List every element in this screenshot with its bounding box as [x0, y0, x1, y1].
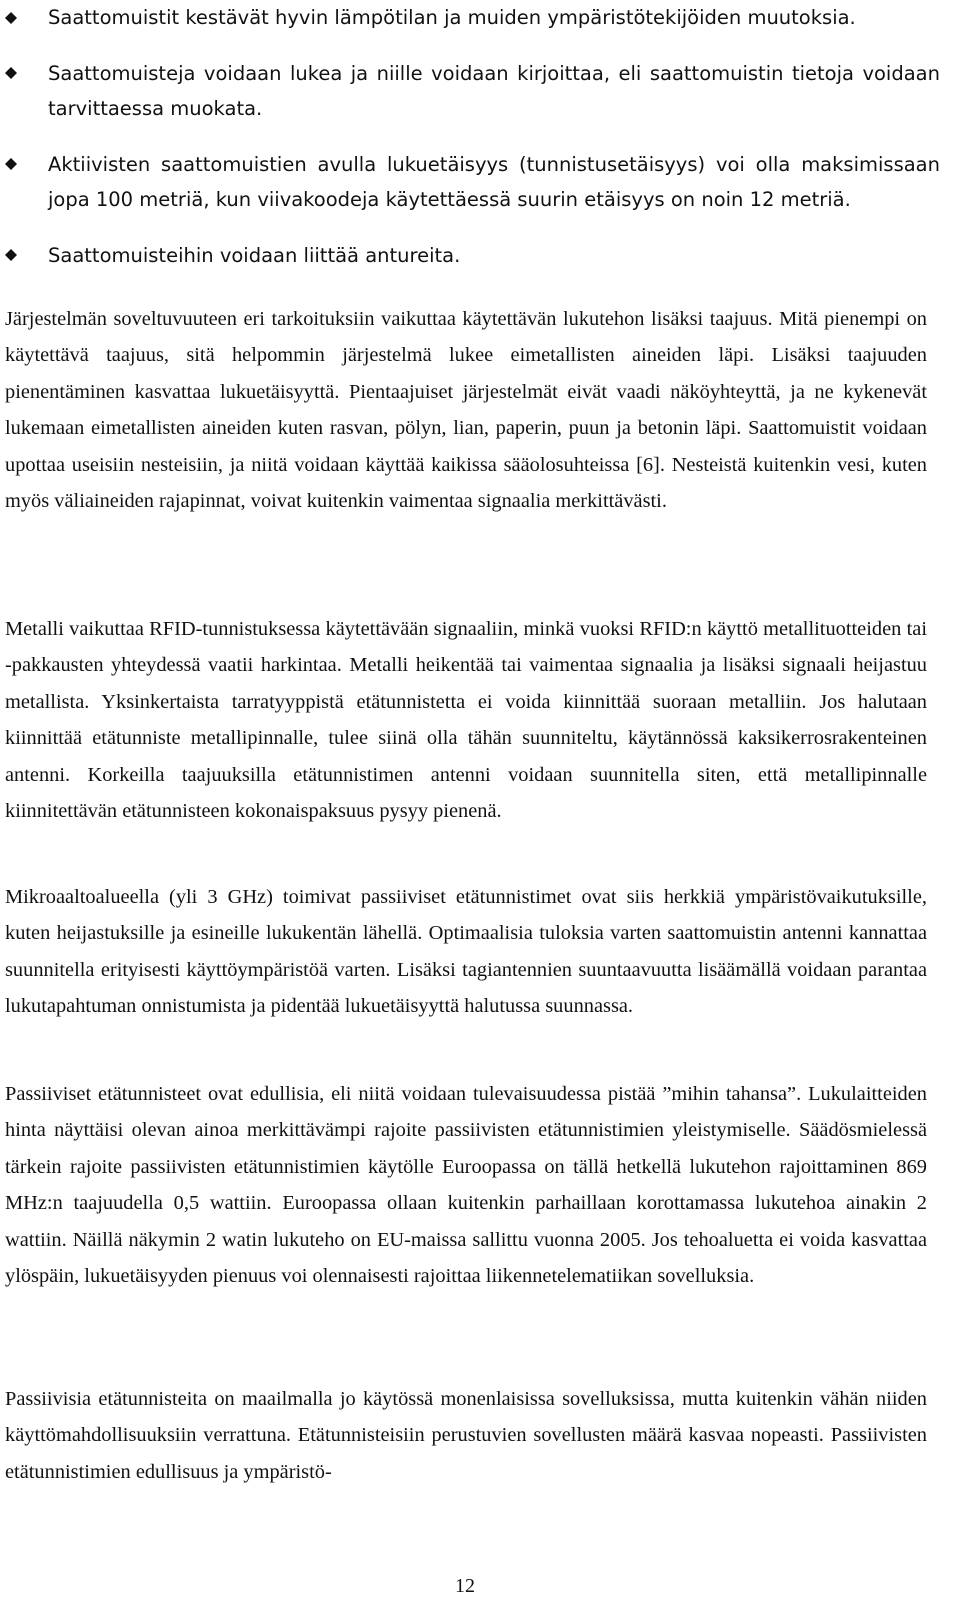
bullet-text: Saattomuistit kestävät hyvin lämpötilan ja muiden ympäristötekijöiden muutoksia.: [48, 6, 856, 29]
paragraph-microwave: Mikroaaltoalueella (yli 3 GHz) toimivat passiiviset etätunnistimet ovat siis herkkiä ympäristövaikutuksille, kuten heijastuksille ja esineille lukukentän lähellä. Optimaalisia tuloksia varten saattomuistin antenni kannattaa suunnitella erityisesti käyttöympäristöä varten. Lisäksi tagiantennien suuntaavuutta lisäämällä voidaan parantaa lukutapahtuman onnistumista ja pidentää lukuetäisyyttä halutussa suunnassa.: [5, 886, 927, 1018]
bullet-item: [0, 0, 940, 36]
paragraph-applications: Passiivisia etätunnisteita on maailmalla jo käytössä monenlaisissa sovelluksissa, mutta kuitenkin vähän niiden käyttömahdollisuuksiin verrattuna. Etätunnisteisiin perustuvien sovellusten määrä kasvaa nopeasti. Passiivisten etätunnistimien edullisuus ja ympäristö-: [5, 1388, 927, 1483]
page-number: 12: [455, 1575, 475, 1597]
diamond-bullet-icon: [5, 147, 19, 183]
bullet-item: [0, 238, 940, 274]
bullet-text: Saattomuisteihin voidaan liittää antureita.: [48, 243, 461, 267]
bullet-list: [0, 0, 940, 293]
bullet-item: [0, 56, 940, 127]
bullet-text: Saattomuisteja voidaan lukea ja niille voidaan kirjoittaa, eli saattomuistin tietoja voidaan tarvittaessa muokata.: [48, 61, 940, 120]
bullet-item: [0, 147, 940, 218]
diamond-bullet-icon: [5, 0, 19, 36]
diamond-bullet-icon: [5, 56, 19, 92]
bullet-text: Aktiivisten saattomuistien avulla lukuetäisyys (tunnistusetäisyys) voi olla maksimissaan jopa 100 metriä, kun viivakoodeja käytettäessä suurin etäisyys on noin 12 metriä.: [48, 152, 940, 211]
paragraph-metal: Metalli vaikuttaa RFID-tunnistuksessa käytettävään signaaliin, minkä vuoksi RFID:n käyttö metallituotteiden tai -pakkausten yhteydessä vaatii harkintaa. Metalli heikentää tai vaimentaa signaalia ja lisäksi signaali heijastuu metallista. Yksinkertaista tarratyyppistä etätunnistetta ei voida kiinnittää suoraan metalliin. Jos halutaan kiinnittää etätunniste metallipinnalle, tulee siinä olla tähän suunniteltu, käytännössä kaksikerrosrakenteinen antenni. Korkeilla taajuuksilla etätunnistimen antenni voidaan suunnitella siten, että metallipinnalle kiinnitettävän etätunnisteen kokonaispaksuus pysyy pienenä.: [5, 618, 927, 823]
paragraph-frequency: Järjestelmän soveltuvuuteen eri tarkoituksiin vaikuttaa käytettävän lukutehon lisäksi taajuus. Mitä pienempi on käytettävä taajuus, sitä helpommin järjestelmä lukee eimetallisten aineiden läpi. Lisäksi taajuuden pienentäminen kasvattaa lukuetäisyyttä. Pientaajuiset järjestelmät eivät vaadi näköyhteyttä, ja ne kykenevät lukemaan eimetallisten aineiden kuten rasvan, pölyn, lian, paperin, puun ja betonin läpi. Saattomuistit voidaan upottaa useisiin nesteisiin, ja niitä voidaan käyttää kaikissa sääolosuhteissa [6]. Nesteistä kuitenkin vesi, kuten myös väliaineiden rajapinnat, voivat kuitenkin vaimentaa signaalia merkittävästi.: [5, 308, 927, 513]
diamond-bullet-icon: [5, 238, 19, 274]
paragraph-passive-tags: Passiiviset etätunnisteet ovat edullisia, eli niitä voidaan tulevaisuudessa pistää ”mihin tahansa”. Lukulaitteiden hinta näyttäisi olevan ainoa merkittävämpi rajoite passiivisten etätunnistimien yleistymiselle. Säädösmielessä tärkein rajoite passiivisten etätunnistimien käytölle Euroopassa on tällä hetkellä lukutehon rajoittaminen 869 MHz:n taajuudella 0,5 wattiin. Euroopassa ollaan kuitenkin parhaillaan korottamassa lukutehoa ainakin 2 wattiin. Näillä näkymin 2 watin lukuteho on EU-maissa sallittu vuonna 2005. Jos tehoaluetta ei voida kasvattaa ylöspäin, lukuetäisyyden pienuus voi olennaisesti rajoittaa liikennetelematiikan sovelluksia.: [5, 1083, 927, 1288]
